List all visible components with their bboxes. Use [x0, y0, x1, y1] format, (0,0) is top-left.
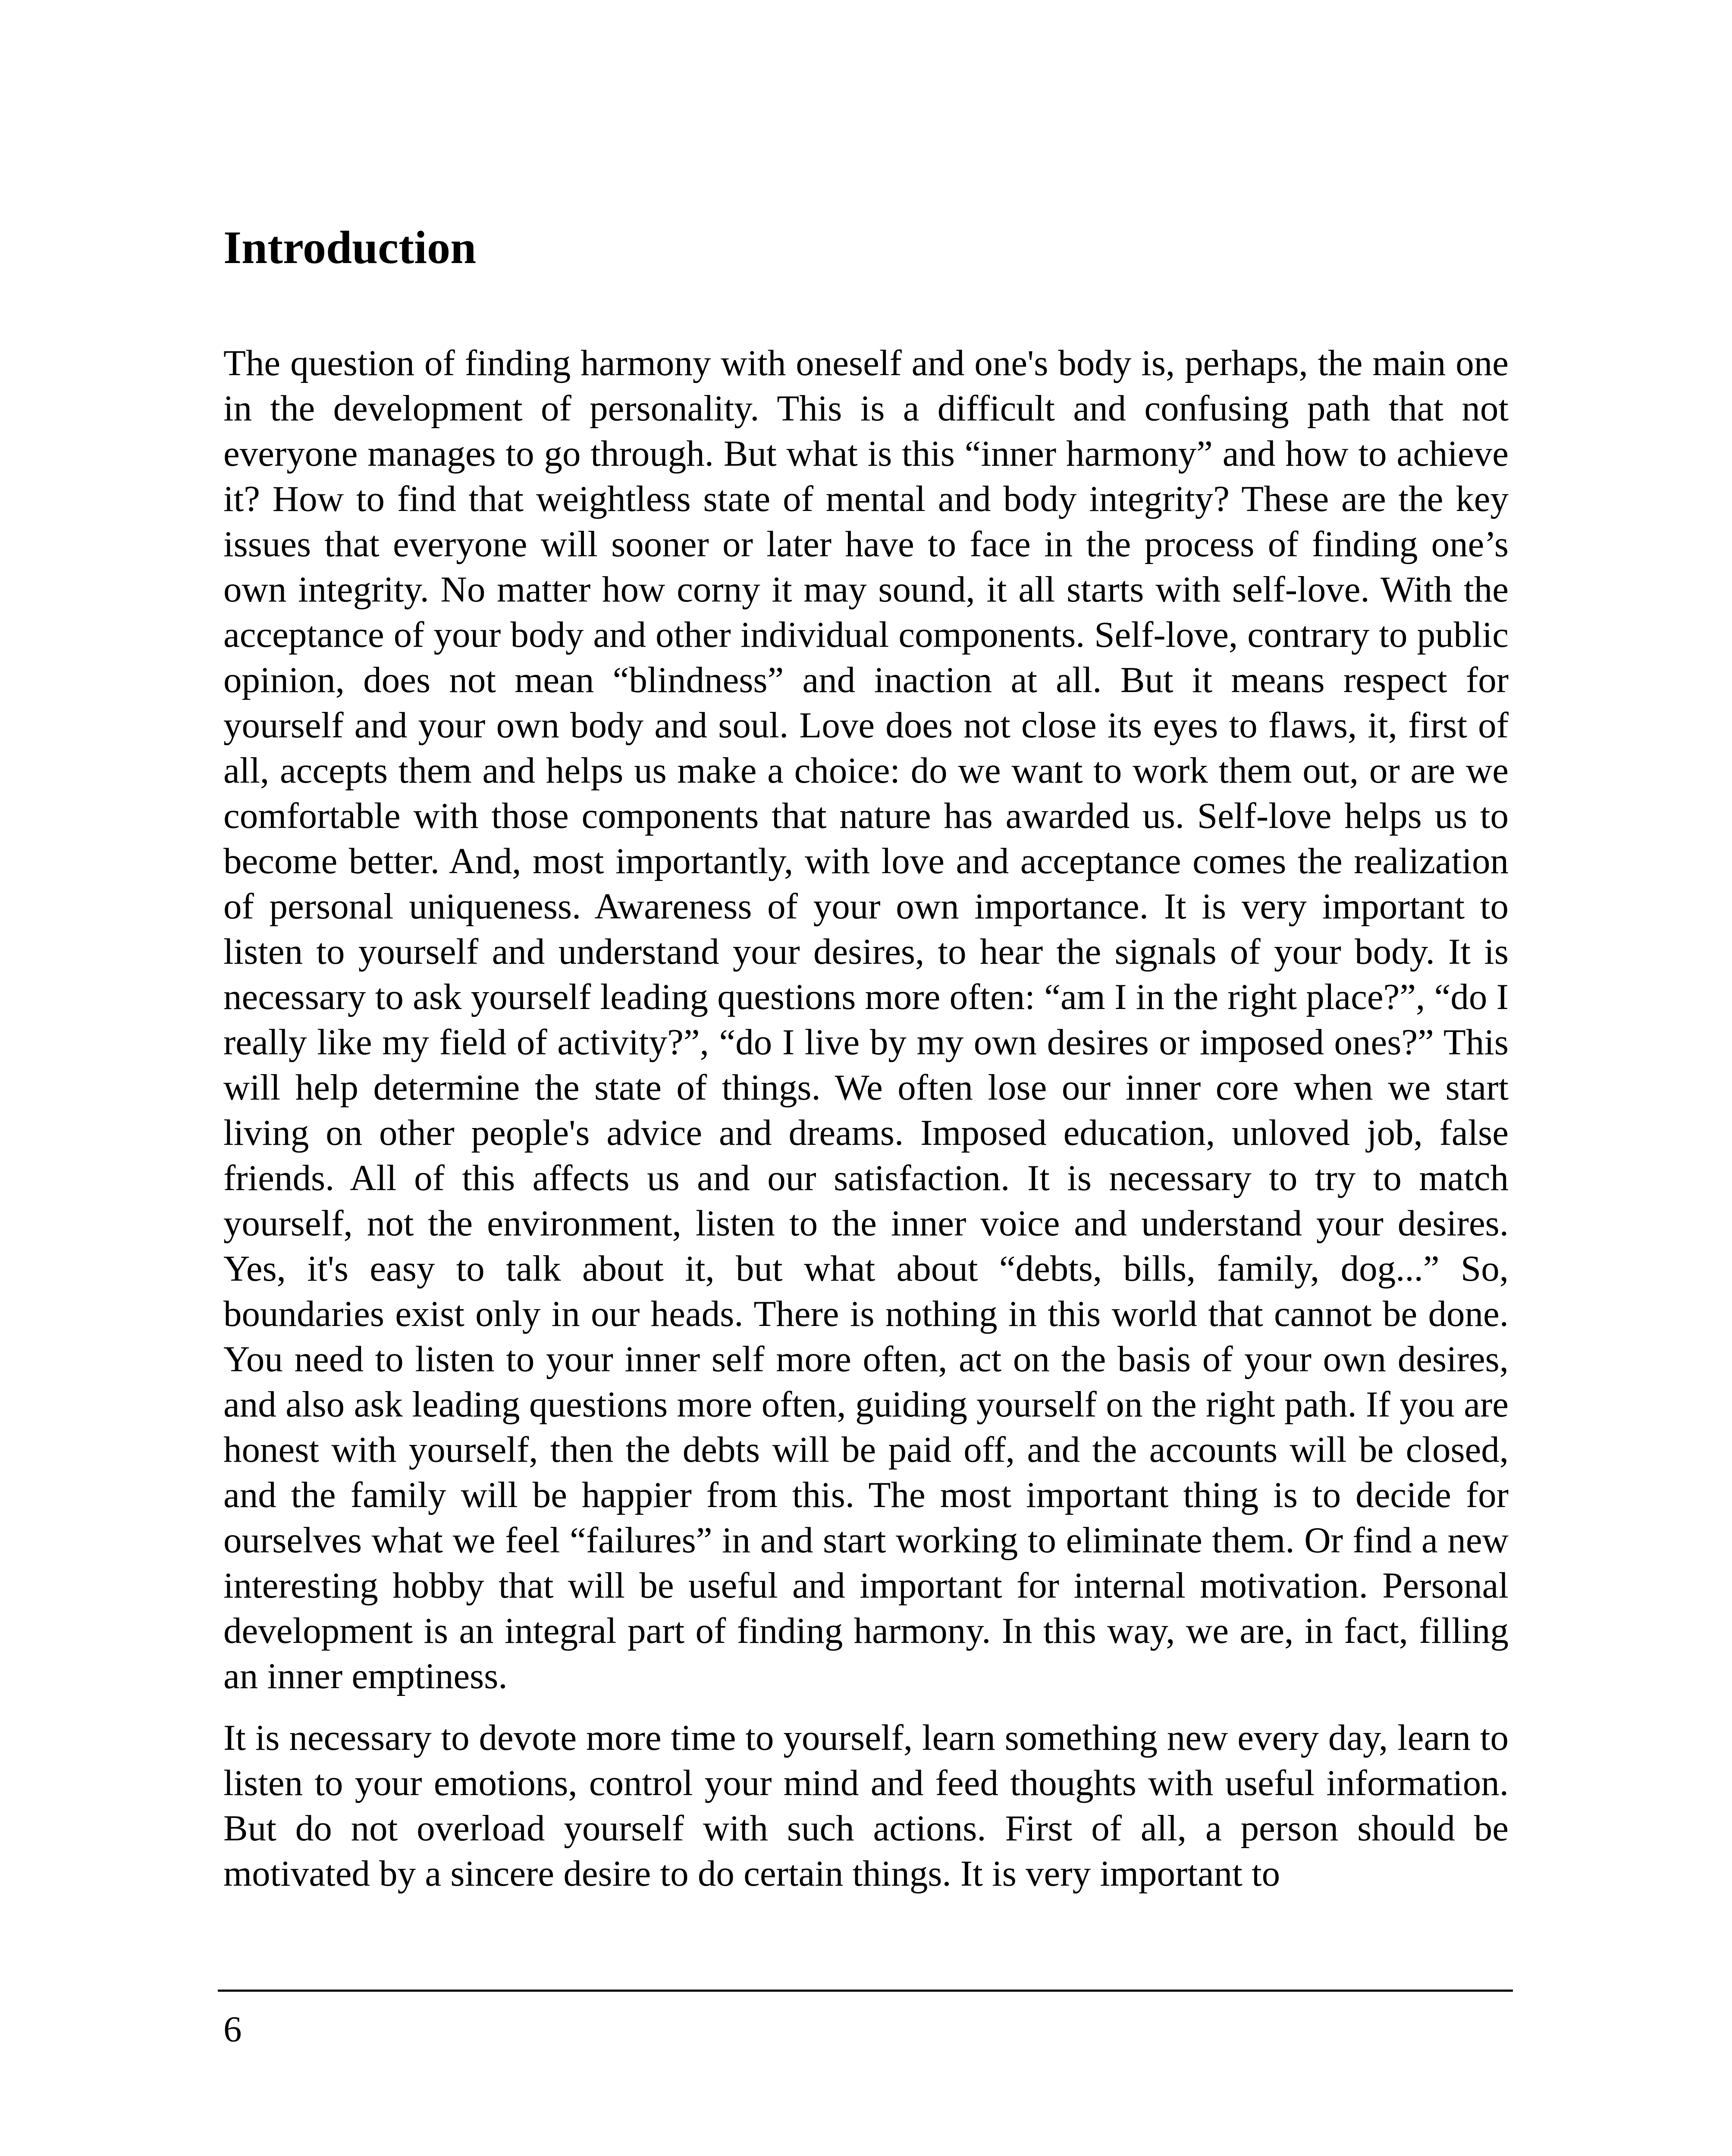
paragraph-1: The question of finding harmony with oneself and one's body is, perhaps, the main one in the development of personality. This is a difficult and confusing path that not everyone manages to go through. But what is this “inner harmony” and how to achieve it? How to find that weightless state of mental and body integrity? These are the key issues that everyone will sooner or later have to face in the process of finding one’s own integrity. No matter how corny it may sound, it all starts with self-love. With the acceptance of your body and other individual components. Self-love, contrary to public opinion, does not mean “blindness” and inaction at all. But it means respect for yourself and your own body and soul. Love does not close its eyes to flaws, it, first of all, accepts them and helps us make a choice: do we want to work them out, or are we comfortable with those components that nature has awarded us. Self-love helps us to become better. And, most importantly, with love and acceptance comes the realization of personal uniqueness. Awareness of your own importance. It is very important to listen to yourself and understand your desires, to hear the signals of your body. It is necessary to ask yourself leading questions more often: “am I in the right place?”, “do I really like my field of activity?”, “do I live by my own desires or imposed ones?” This will help determine the state of things. We often lose our inner core when we start living on other people's advice and dreams. Imposed education, unloved job, false friends. All of this affects us and our satisfaction. It is necessary to try to match yourself, not the environment, listen to the inner voice and understand your desires. Yes, it's easy to talk about it, but what about “debts, bills, family, dog...” So, boundaries exist only in our heads. There is nothing in this world that cannot be done. You need to listen to your inner self more often, act on the basis of your own desires, and also ask leading questions more often, guiding yourself on the right path. If you are honest with yourself, then the debts will be paid off, and the accounts will be closed, and the family will be happier from this. The most important thing is to decide for ourselves what we feel “failures” in and start working to eliminate them. Or find a new interesting hobby that will be useful and important for internal motivation. Personal development is an integral part of finding harmony. In this way, we are, in fact, filling an inner emptiness. — [223, 343, 1509, 1696]
footer-divider — [218, 1990, 1513, 1992]
page-number: 6 — [223, 2009, 242, 2049]
paragraph-2: It is necessary to devote more time to yourself, learn something new every day, learn to listen to your emotions, control your mind and feed thoughts with useful information. But do not overload yourself with such actions. First of all, a person should be motivated by a sincere desire to do certain things. It is very important to — [223, 1717, 1509, 1894]
chapter-title: Introduction — [223, 222, 477, 273]
body-text — [223, 341, 1509, 1913]
